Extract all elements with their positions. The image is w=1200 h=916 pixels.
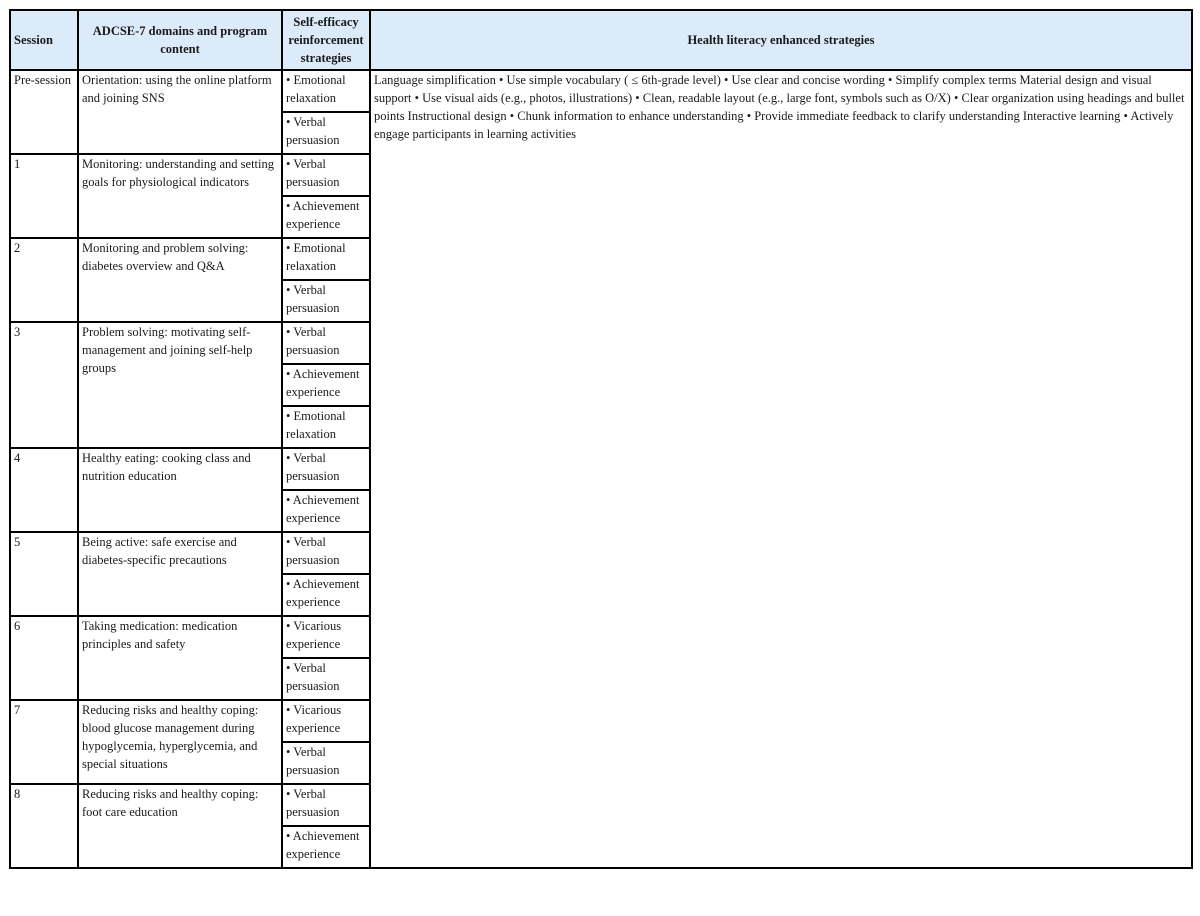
program-content-cell: Taking medication: medication principles and safety <box>78 616 282 700</box>
health-literacy-cell: Language simplification • Use simple vocabulary ( ≤ 6th-grade level) • Use clear and concise wording • Simplify complex terms Material design and visual support • Use visual aids (e.g., photos, illustrations) • Clean, readable layout (e.g., large font, symbols such as O/X) • Clear organization using headings and bullet points Instructional design • Chunk information to enhance understanding • Provide immediate feedback to clarify understanding Interactive learning • Actively engage participants in learning activities <box>370 70 1192 868</box>
self-efficacy-strategy-cell: • Verbal persuasion <box>282 784 370 826</box>
self-efficacy-strategy-cell: • Achievement experience <box>282 364 370 406</box>
self-efficacy-strategy-cell: • Verbal persuasion <box>282 112 370 154</box>
self-efficacy-strategy-cell: • Achievement experience <box>282 490 370 532</box>
session-cell: 8 <box>10 784 78 868</box>
self-efficacy-strategy-cell: • Verbal persuasion <box>282 154 370 196</box>
session-cell: 2 <box>10 238 78 322</box>
self-efficacy-strategy-cell: • Achievement experience <box>282 826 370 868</box>
header-self-efficacy: Self-efficacy reinforcement strategies <box>282 10 370 70</box>
self-efficacy-strategy-cell: • Verbal persuasion <box>282 532 370 574</box>
program-content-cell: Problem solving: motivating self-management and joining self-help groups <box>78 322 282 448</box>
self-efficacy-strategy-cell: • Vicarious experience <box>282 700 370 742</box>
session-cell: 5 <box>10 532 78 616</box>
table-header-row <box>10 10 1192 70</box>
program-content-cell: Orientation: using the online platform and joining SNS <box>78 70 282 154</box>
session-cell: 7 <box>10 700 78 784</box>
self-efficacy-strategy-cell: • Verbal persuasion <box>282 658 370 700</box>
table-body <box>10 70 1192 868</box>
program-table <box>9 9 1193 869</box>
program-content-cell: Monitoring and problem solving: diabetes overview and Q&A <box>78 238 282 322</box>
self-efficacy-strategy-cell: • Verbal persuasion <box>282 280 370 322</box>
session-cell: 3 <box>10 322 78 448</box>
session-cell: Pre-session <box>10 70 78 154</box>
self-efficacy-strategy-cell: • Achievement experience <box>282 196 370 238</box>
table-row <box>10 70 1192 112</box>
self-efficacy-strategy-cell: • Verbal persuasion <box>282 742 370 784</box>
self-efficacy-strategy-cell: • Verbal persuasion <box>282 448 370 490</box>
program-content-cell: Reducing risks and healthy coping: foot care education <box>78 784 282 868</box>
self-efficacy-strategy-cell: • Emotional relaxation <box>282 70 370 112</box>
session-cell: 1 <box>10 154 78 238</box>
self-efficacy-strategy-cell: • Emotional relaxation <box>282 406 370 448</box>
program-content-cell: Monitoring: understanding and setting goals for physiological indicators <box>78 154 282 238</box>
program-content-cell: Reducing risks and healthy coping: blood glucose management during hypoglycemia, hyperglycemia, and special situations <box>78 700 282 784</box>
session-cell: 4 <box>10 448 78 532</box>
self-efficacy-strategy-cell: • Achievement experience <box>282 574 370 616</box>
header-content: ADCSE-7 domains and program content <box>78 10 282 70</box>
program-content-cell: Being active: safe exercise and diabetes-specific precautions <box>78 532 282 616</box>
session-cell: 6 <box>10 616 78 700</box>
self-efficacy-strategy-cell: • Emotional relaxation <box>282 238 370 280</box>
self-efficacy-strategy-cell: • Vicarious experience <box>282 616 370 658</box>
program-content-cell: Healthy eating: cooking class and nutrition education <box>78 448 282 532</box>
self-efficacy-strategy-cell: • Verbal persuasion <box>282 322 370 364</box>
header-health-literacy: Health literacy enhanced strategies <box>370 10 1192 70</box>
header-session: Session <box>10 10 78 70</box>
